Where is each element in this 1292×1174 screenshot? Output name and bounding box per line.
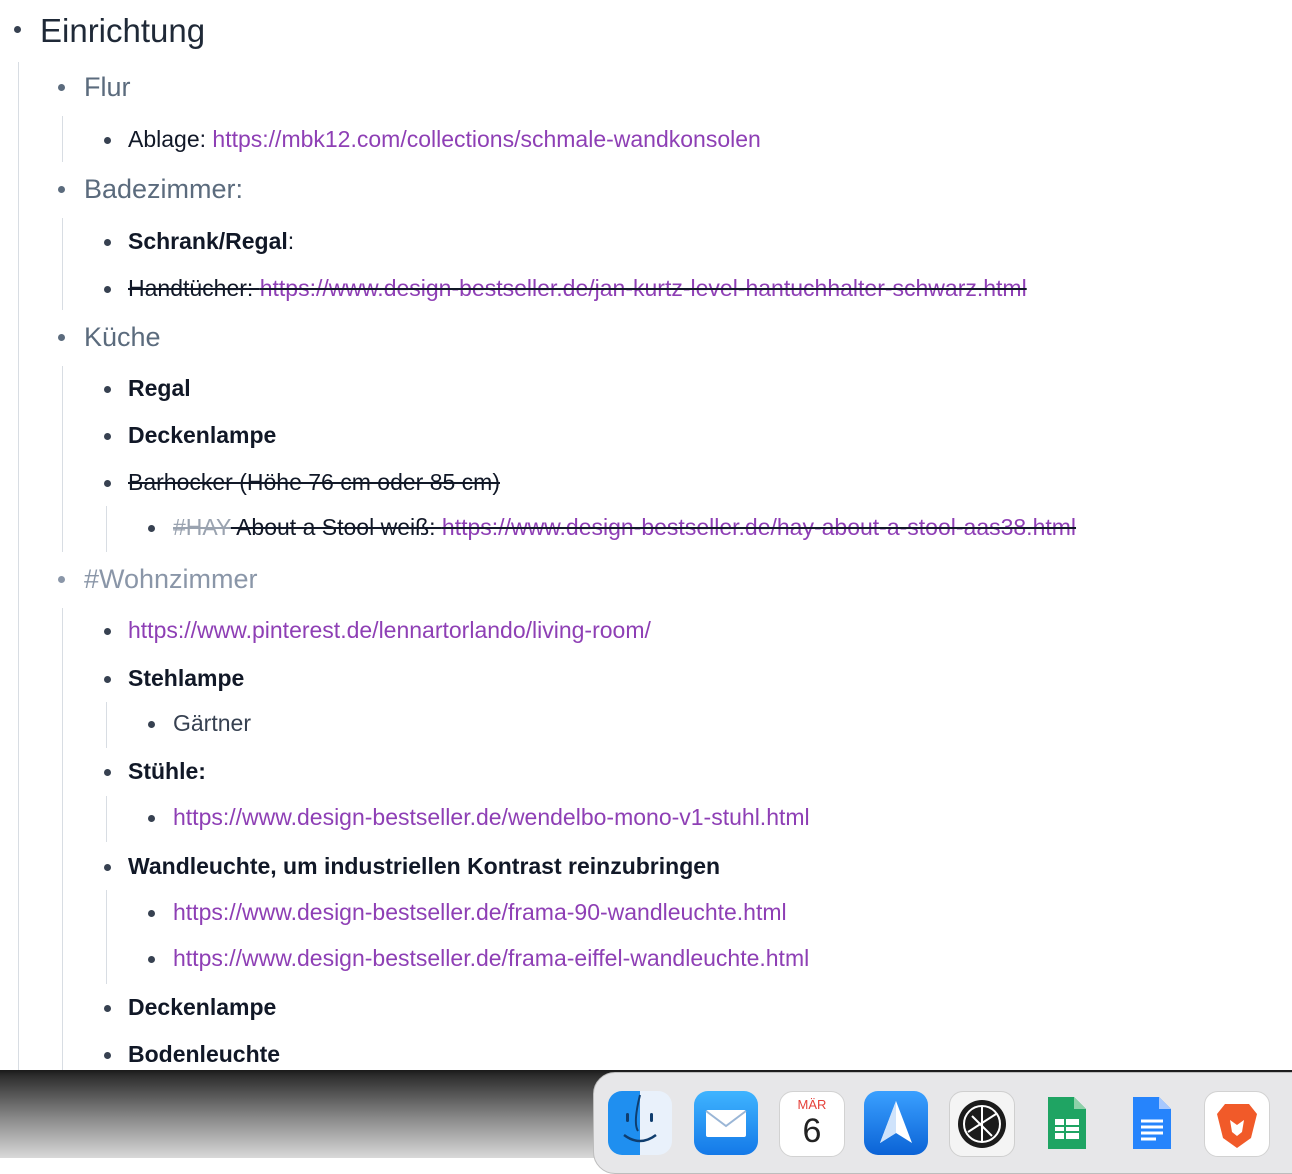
outline-guide-barhocker bbox=[106, 506, 107, 552]
spark-icon[interactable] bbox=[864, 1091, 928, 1155]
item-stehlampe[interactable]: Stehlampe bbox=[128, 665, 245, 691]
bullet[interactable] bbox=[104, 386, 111, 393]
heading-badezimmer[interactable]: Badezimmer: bbox=[84, 174, 244, 204]
handtuecher-label: Handtücher: bbox=[128, 275, 260, 301]
ablage-label: Ablage: bbox=[128, 126, 213, 152]
item-wandleuchte[interactable]: Wandleuchte, um industriellen Kontrast reinzubringen bbox=[128, 853, 721, 879]
ablage-link[interactable]: https://mbk12.com/collections/schmale-wandkonsolen bbox=[212, 126, 761, 152]
item-stuehle[interactable]: Stühle: bbox=[128, 758, 206, 784]
item-deckenlampe-kueche[interactable]: Deckenlampe bbox=[128, 422, 277, 448]
bullet[interactable] bbox=[104, 769, 111, 776]
bullet[interactable] bbox=[148, 956, 155, 963]
stuhl-link[interactable]: https://www.design-bestseller.de/wendelbo-mono-v1-stuhl.html bbox=[173, 804, 810, 830]
item-barhocker[interactable]: Barhocker (Höhe 76 cm oder 85 cm) bbox=[128, 469, 500, 495]
heading-flur[interactable]: Flur bbox=[84, 72, 131, 102]
bullet[interactable] bbox=[58, 334, 65, 341]
calendar-icon[interactable] bbox=[779, 1091, 845, 1157]
google-sheets-icon[interactable] bbox=[1034, 1091, 1098, 1155]
hay-tag[interactable]: #HAY bbox=[173, 514, 231, 540]
bullet[interactable] bbox=[104, 676, 111, 683]
heading-wohnzimmer[interactable]: #Wohnzimmer bbox=[84, 564, 258, 594]
calendar-month: MÄR bbox=[797, 1097, 827, 1112]
bullet[interactable] bbox=[104, 137, 111, 144]
outline-guide-wohn bbox=[62, 608, 63, 1070]
mail-icon[interactable] bbox=[694, 1091, 758, 1155]
bullet[interactable] bbox=[148, 721, 155, 728]
bullet[interactable] bbox=[148, 525, 155, 532]
outline-guide-stuehle bbox=[106, 796, 107, 842]
item-pinterest[interactable] bbox=[128, 617, 651, 644]
calendar-day: 6 bbox=[802, 1112, 822, 1150]
google-docs-icon[interactable] bbox=[1119, 1091, 1183, 1155]
outline-guide-wandleuchte bbox=[106, 890, 107, 984]
item-frama90[interactable] bbox=[173, 899, 787, 926]
bullet[interactable] bbox=[58, 84, 65, 91]
bullet[interactable] bbox=[148, 815, 155, 822]
bullet[interactable] bbox=[104, 480, 111, 487]
dock bbox=[593, 1072, 1292, 1174]
bullet[interactable] bbox=[104, 286, 111, 293]
finder-icon[interactable] bbox=[608, 1091, 672, 1155]
heading-kueche[interactable]: Küche bbox=[84, 322, 161, 352]
bullet[interactable] bbox=[14, 26, 21, 33]
item-stuhl-link[interactable] bbox=[173, 804, 810, 831]
frama-eiffel-link[interactable]: https://www.design-bestseller.de/frama-eiffel-wandleuchte.html bbox=[173, 945, 810, 971]
hay-text: About a Stool weiß: bbox=[230, 514, 442, 540]
bullet[interactable] bbox=[104, 433, 111, 440]
item-gaertner[interactable]: Gärtner bbox=[173, 710, 251, 736]
outline-guide-root bbox=[18, 62, 19, 1070]
schrank-regal-colon: : bbox=[287, 228, 295, 254]
frama90-link[interactable]: https://www.design-bestseller.de/frama-90-wandleuchte.html bbox=[173, 899, 787, 925]
bullet[interactable] bbox=[104, 1052, 111, 1059]
outline-guide-flur bbox=[62, 116, 63, 162]
bullet[interactable] bbox=[58, 576, 65, 583]
davinci-resolve-icon[interactable] bbox=[949, 1091, 1015, 1157]
bullet[interactable] bbox=[104, 864, 111, 871]
brave-icon[interactable] bbox=[1204, 1091, 1270, 1157]
pinterest-link[interactable]: https://www.pinterest.de/lennartorlando/living-room/ bbox=[128, 617, 651, 643]
hay-link[interactable]: https://www.design-bestseller.de/hay-about-a-stool-aas38.html bbox=[441, 514, 1077, 540]
item-deckenlampe-wohn[interactable]: Deckenlampe bbox=[128, 994, 277, 1020]
item-regal[interactable]: Regal bbox=[128, 375, 191, 401]
bullet[interactable] bbox=[104, 628, 111, 635]
item-ablage[interactable] bbox=[128, 126, 761, 153]
item-frama-eiffel[interactable] bbox=[173, 945, 809, 972]
schrank-regal-text: Schrank/Regal bbox=[128, 228, 288, 254]
item-hay-stool[interactable] bbox=[173, 514, 1076, 541]
heading-einrichtung[interactable]: Einrichtung bbox=[40, 12, 206, 49]
outline-guide-kueche bbox=[62, 366, 63, 552]
handtuecher-link[interactable]: https://www.design-bestseller.de/jan-kurtz-level-hantuchhalter-schwarz.html bbox=[259, 275, 1027, 301]
bullet[interactable] bbox=[104, 1005, 111, 1012]
bullet[interactable] bbox=[148, 910, 155, 917]
bullet[interactable] bbox=[104, 239, 111, 246]
bullet[interactable] bbox=[58, 186, 65, 193]
item-schrank-regal[interactable] bbox=[128, 228, 294, 255]
item-bodenleuchte[interactable]: Bodenleuchte bbox=[128, 1041, 281, 1067]
item-handtuecher[interactable] bbox=[128, 275, 1027, 302]
outline-guide-bad bbox=[62, 218, 63, 310]
outline-guide-stehlampe bbox=[106, 702, 107, 748]
